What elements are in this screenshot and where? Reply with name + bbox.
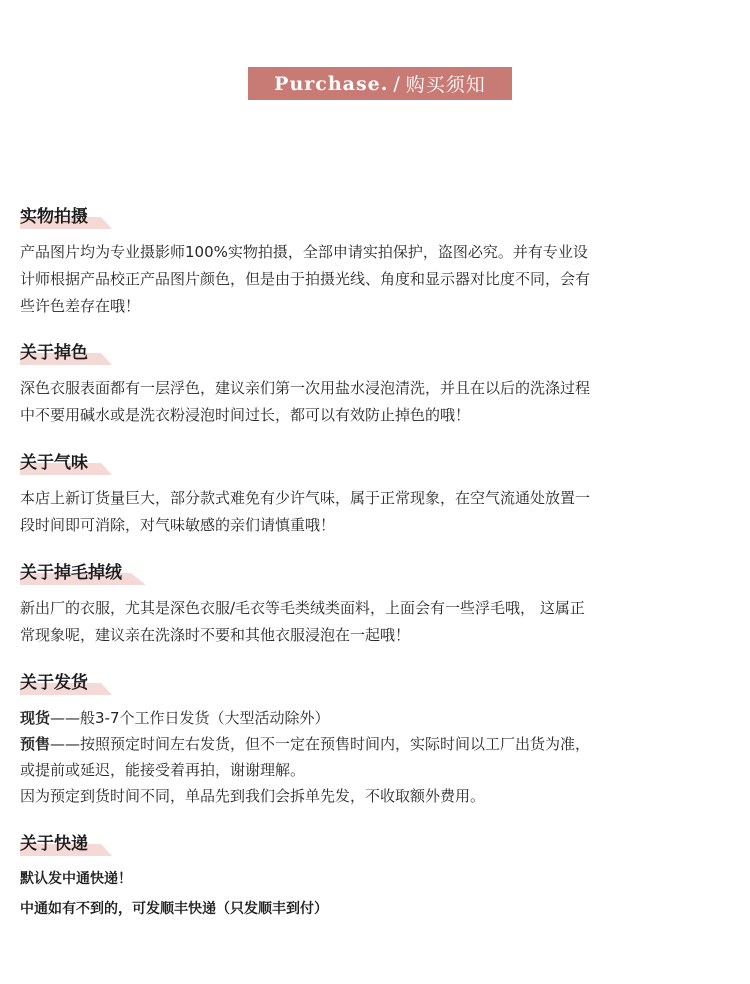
spot-stock-text: ——般3-7个工作日发货（大型活动除外） [50,709,330,727]
body-line: 深色衣服表面都有一层浮色，建议亲们第一次用盐水浸泡清洗，并且在以后的洗涤过程 [20,379,591,397]
body-line: 些许色差存在哦！ [20,297,141,315]
body-line: 中不要用碱水或是洗衣粉浸泡时间过长，都可以有效防止掉色的哦！ [20,406,471,424]
section-color-fading [20,341,732,429]
body-line: 中通如有不到的，可发顺丰快递（只发顺丰到付） [20,901,328,917]
presale-text: ——按照预定时间左右发货，但不一定在预售时间内，实际时间以工厂出货为准， [50,735,591,753]
section-body [20,375,732,429]
body-line: 计师根据产品校正产品图片颜色，但是由于拍摄光线、角度和显示器对比度不同，会有 [20,270,591,288]
section-odor [20,451,732,539]
section-heading: 关于发货 [20,671,94,695]
banner-separator: / [393,72,401,95]
section-shedding [20,561,732,649]
section-body [20,595,732,649]
section-courier [20,832,732,924]
body-line: 产品图片均为专业摄影师100%实物拍摄，全部申请实拍保护，盗图必究。并有专业设 [20,243,588,261]
presale-label: 预售 [20,735,51,753]
section-shipping [20,671,732,809]
banner-title-en: Purchase. [274,72,389,95]
body-line: 或提前或延迟，能接受着再拍，谢谢理解。 [20,761,306,779]
body-line: 段时间即可消除，对气味敏感的亲们请慎重哦！ [20,516,336,534]
section-product-photos [20,205,732,320]
body-line: 新出厂的衣服，尤其是深色衣服/毛衣等毛类绒类面料，上面会有一些浮毛哦， 这属正 [20,599,585,617]
spot-stock-label: 现货 [20,709,51,727]
presale-line [20,731,732,757]
body-line: 因为预定到货时间不同，单品先到我们会拆单先发，不收取额外费用。 [20,787,486,805]
purchase-notice-banner [248,67,512,100]
section-heading: 关于快递 [20,832,94,856]
section-heading: 关于掉色 [20,341,94,365]
section-heading: 实物拍摄 [20,205,94,229]
spot-stock-line [20,705,732,731]
body-line: 常现象呢，建议亲在洗涤时不要和其他衣服浸泡在一起哦！ [20,626,411,644]
section-body [20,864,732,924]
section-body [20,239,732,320]
body-line: 默认发中通快递！ [20,871,132,887]
section-body [20,485,732,539]
banner-title-zh: 购买须知 [405,74,486,96]
body-line: 本店上新订货量巨大，部分款式难免有少许气味，属于正常现象，在空气流通处放置一 [20,489,591,507]
section-body [20,705,732,809]
section-heading: 关于气味 [20,451,94,475]
section-heading: 关于掉毛掉绒 [20,561,128,585]
